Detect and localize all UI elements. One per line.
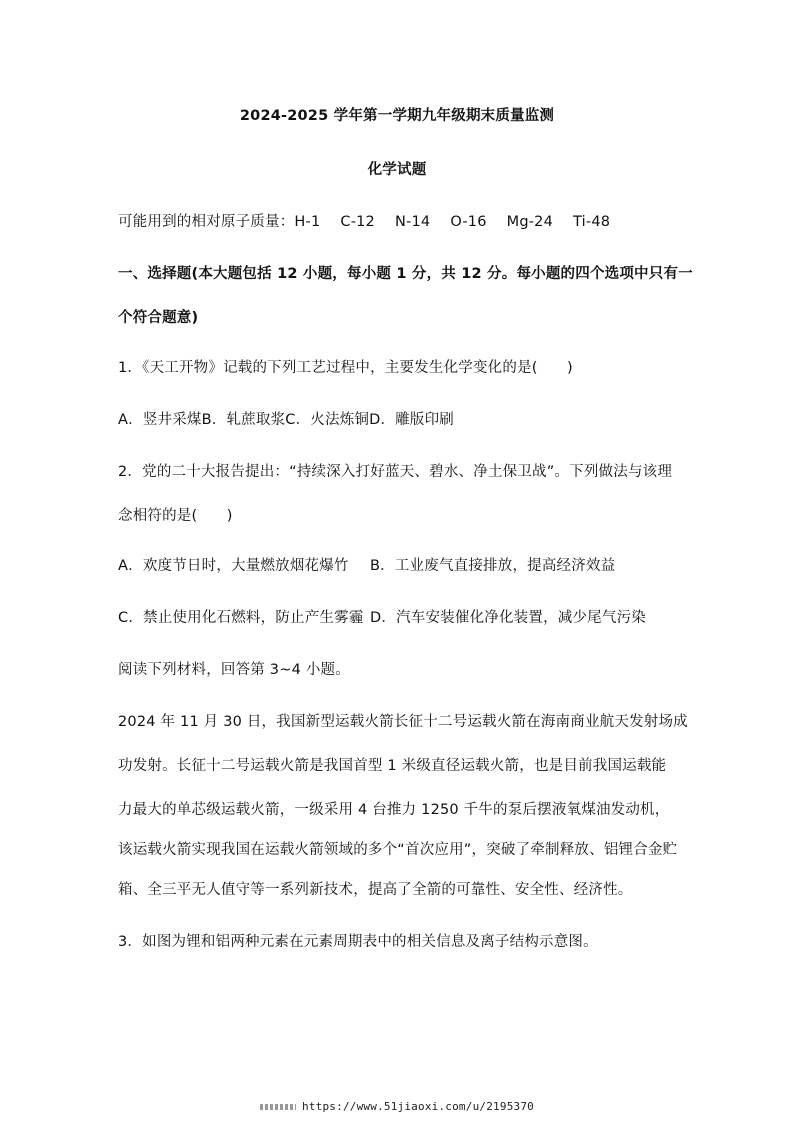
section1-heading-line2: 个符合题意)	[118, 310, 199, 326]
q2-option-d: D．汽车安装催化净化装置，减少尾气污染	[370, 610, 646, 626]
q2-option-b: B．工业废气直接排放，提高经济效益	[370, 558, 616, 574]
atomic-mass-c: C-12	[340, 214, 375, 230]
page-footer	[0, 1100, 794, 1113]
q2-option-c: C．禁止使用化石燃料，防止产生雾霾	[118, 610, 364, 626]
atomic-mass-mg: Mg-24	[506, 214, 554, 230]
atomic-mass-ti: Ti-48	[573, 214, 611, 230]
q1-option-d: D．雕版印刷	[369, 412, 454, 428]
q1-option-c: C．火法炼铜	[285, 412, 370, 428]
q2-stem-line2: 念相符的是( )	[118, 508, 233, 524]
atomic-mass-label: 可能用到的相对原子质量：	[118, 214, 295, 230]
atomic-mass-h: H-1	[294, 214, 321, 230]
watermark-mark-icon	[260, 1104, 296, 1110]
q1-stem: 1．《天工开物》记载的下列工艺过程中，主要发生化学变化的是( )	[118, 360, 573, 376]
q2-option-a: A．欢度节日时，大量燃放烟花爆竹	[118, 558, 349, 574]
atomic-mass-line	[118, 212, 610, 232]
section1-heading-line1: 一、选择题(本大题包括 12 小题，每小题 1 分，共 12 分。每小题的四个选项中只有一	[118, 266, 693, 282]
q2-options-cd	[118, 608, 646, 628]
q2-options-ab	[118, 556, 615, 576]
exam-subtitle: 化学试题	[367, 162, 427, 178]
q1-option-b: B．轧蔗取浆	[201, 412, 286, 428]
q1-options	[118, 410, 454, 430]
reading-line-2: 功发射。长征十二号运载火箭是我国首型 1 米级直径运载火箭，也是目前我国运载能	[118, 758, 667, 774]
reading-line-1: 2024 年 11 月 30 日，我国新型运载火箭长征十二号运载火箭在海南商业航天发射场成	[118, 714, 688, 730]
q3-stem: 3．如图为锂和铝两种元素在元素周期表中的相关信息及离子结构示意图。	[118, 934, 598, 950]
reading-intro: 阅读下列材料，回答第 3~4 小题。	[118, 662, 350, 678]
footer-url[interactable]: https://www.51jiaoxi.com/u/2195370	[302, 1100, 534, 1113]
reading-line-4: 该运载火箭实现我国在运载火箭领域的多个“首次应用”，突破了牵制释放、铝锂合金贮	[118, 842, 678, 858]
atomic-mass-n: N-14	[394, 214, 431, 230]
exam-title: 2024-2025 学年第一学期九年级期末质量监测	[239, 108, 555, 124]
reading-line-5: 箱、全三平无人值守等一系列新技术，提高了全箭的可靠性、安全性、经济性。	[118, 882, 633, 898]
reading-line-3: 力最大的单芯级运载火箭，一级采用 4 台推力 1250 千牛的泵后摆液氧煤油发动机，	[118, 802, 670, 818]
q2-stem-line1: 2．党的二十大报告提出：“持续深入打好蓝天、碧水、净土保卫战”。下列做法与该理	[118, 464, 673, 480]
atomic-mass-o: O-16	[450, 214, 487, 230]
q1-option-a: A．竖井采煤	[118, 412, 202, 428]
